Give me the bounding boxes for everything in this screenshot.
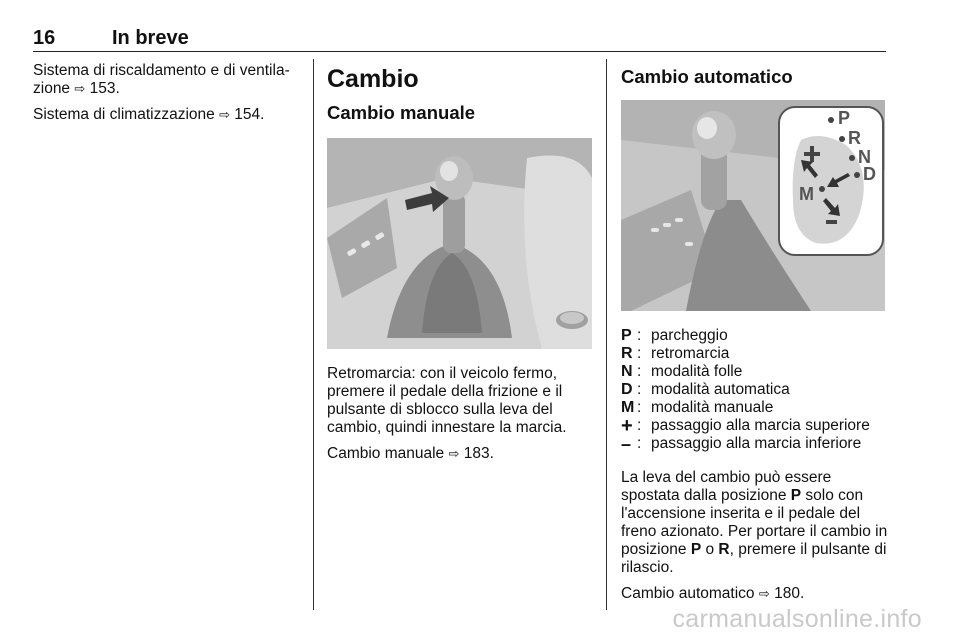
page-reference-link[interactable]: 154.	[234, 106, 265, 123]
reference-arrow-icon: ⇨	[219, 107, 230, 122]
automatic-gearbox-reference: Cambio automatico ⇨ 180.	[621, 585, 805, 602]
page-header	[33, 27, 886, 52]
page-title: In breve	[112, 27, 189, 49]
legend-item: – : passaggio alla marcia inferiore	[621, 434, 862, 454]
plus-key-icon: +	[621, 415, 633, 437]
page-reference-link[interactable]: 183.	[463, 445, 494, 462]
subsection-heading: Cambio automatico	[621, 66, 793, 87]
reference-arrow-icon: ⇨	[74, 81, 86, 96]
section-heading: Cambio	[327, 65, 419, 93]
column-divider	[313, 59, 314, 610]
manual-gearbox-illustration	[327, 138, 592, 349]
manual-gearbox-reference: Cambio manuale ⇨ 183.	[327, 445, 494, 462]
watermark: carmanualsonline.info	[672, 605, 922, 633]
gear-label-n: N	[858, 147, 871, 167]
gear-label-p: P	[838, 108, 851, 128]
legend-item: D : modalità automatica	[621, 381, 790, 398]
legend-item: R : retromarcia	[621, 345, 730, 362]
gear-label-r: R	[848, 128, 861, 148]
heating-paragraph: Sistema di riscaldamento e di ventilazione ⇨ 153.	[33, 62, 290, 97]
legend-item: N : modalità folle	[621, 363, 743, 380]
legend-item: + : passaggio alla marcia superiore	[621, 415, 870, 437]
column-divider	[606, 59, 607, 610]
page-number: 16	[33, 27, 56, 49]
gear-label-m: M	[799, 184, 814, 204]
climate-paragraph: Sistema di climatizzazione ⇨ 154.	[33, 106, 265, 123]
reference-arrow-icon: ⇨	[448, 446, 460, 461]
subsection-heading: Cambio manuale	[327, 102, 476, 123]
legend-item: P : parcheggio	[621, 327, 728, 344]
legend-item: M : modalità manuale	[621, 399, 774, 416]
column-middle	[327, 62, 592, 471]
page-reference-link[interactable]: 180.	[774, 585, 805, 602]
automatic-gearbox-illustration	[621, 100, 885, 311]
gear-label-d: D	[863, 164, 876, 184]
gear-legend	[621, 327, 891, 453]
shift-lever-paragraph: La leva del cambio può essere spostata dalla posizione P solo con l'accensione inserita e il pedale del freno azionato. Per portare il cambio in posizione P o R, premere il pulsante di rilascio.	[621, 469, 888, 576]
page-reference-link[interactable]: 153.	[89, 80, 120, 97]
reverse-gear-caption: Retromarcia: con il veicolo fermo, premere il pedale della frizione e il pulsante di sblocco sulla leva del cambio, quindi innestare la marcia.	[327, 365, 567, 436]
minus-symbol-icon	[826, 220, 837, 224]
reference-arrow-icon: ⇨	[758, 586, 770, 601]
minus-key-icon: –	[621, 434, 632, 454]
column-right	[621, 62, 891, 611]
column-left	[33, 62, 298, 132]
